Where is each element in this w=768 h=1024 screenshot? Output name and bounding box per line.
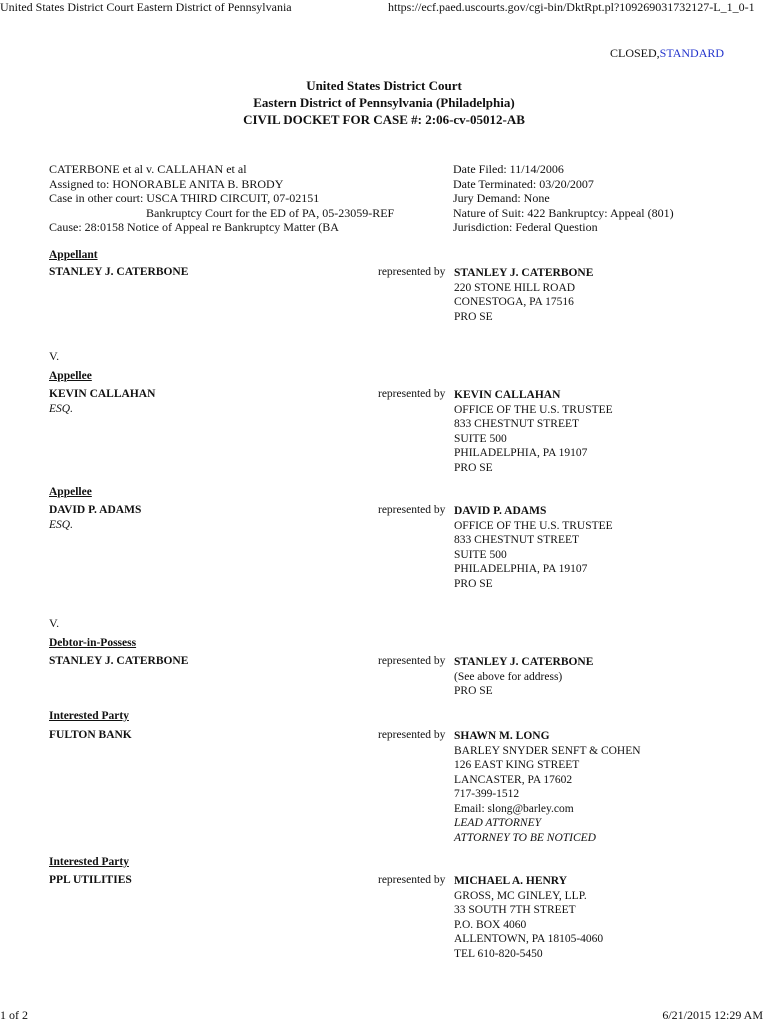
attorney-name: STANLEY J. CATERBONE	[454, 267, 594, 279]
attorney-address-line: 833 CHESTNUT STREET	[454, 534, 580, 546]
flag-closed: CLOSED,	[610, 46, 660, 60]
attorney-address-line: ALLENTOWN, PA 18105-4060	[454, 933, 604, 945]
cause: Cause: 28:0158 Notice of Appeal re Bankruptcy Matter (BA	[49, 220, 339, 234]
attorney-note: ATTORNEY TO BE NOTICED	[454, 831, 596, 844]
attorney-name: SHAWN M. LONG	[454, 730, 550, 742]
attorney-email: Email: slong@barley.com	[454, 802, 574, 815]
party-role: Interested Party	[49, 710, 129, 722]
party-suffix: ESQ.	[49, 403, 73, 415]
party-name: DAVID P. ADAMS	[49, 504, 142, 516]
print-header-url: https://ecf.paed.uscourts.gov/cgi-bin/DktRpt.pl?109269031732127-L_1_0-1	[388, 0, 755, 14]
represented-by-label: represented by	[378, 655, 446, 667]
court-name: United States District Court	[306, 78, 462, 93]
flag-standard-link[interactable]: STANDARD	[659, 46, 725, 60]
versus-separator: V.	[49, 616, 60, 630]
date-terminated: Date Terminated: 03/20/2007	[453, 176, 594, 191]
bankruptcy-court: Bankruptcy Court for the ED of PA, 05-23059-REF	[146, 205, 395, 220]
attorney-address-line: 833 CHESTNUT STREET	[454, 418, 580, 430]
attorney-phone: 717-399-1512	[454, 788, 520, 800]
versus-separator: V.	[49, 349, 60, 363]
attorney-note: LEAD ATTORNEY	[454, 817, 542, 829]
case-info-right	[453, 162, 674, 235]
case-caption: CATERBONE et al v. CALLAHAN et al	[49, 162, 247, 176]
case-info-left	[49, 162, 394, 235]
attorney-address-line: (See above for address)	[454, 670, 563, 683]
attorney-address-line: 33 SOUTH 7TH STREET	[454, 904, 576, 916]
party-role: Appellant	[49, 249, 98, 261]
attorney-address-line: PHILADELPHIA, PA 19107	[454, 447, 588, 459]
case-flags	[610, 46, 724, 61]
attorney-name: STANLEY J. CATERBONE	[454, 656, 594, 668]
party-name: STANLEY J. CATERBONE	[49, 655, 189, 667]
represented-by-label: represented by	[378, 504, 446, 516]
attorney-block	[454, 729, 641, 845]
date-filed: Date Filed: 11/14/2006	[453, 162, 564, 176]
print-footer-page-counter: 1 of 2	[0, 1008, 28, 1022]
attorney-address-line: CONESTOGA, PA 17516	[454, 296, 574, 308]
party-role: Interested Party	[49, 856, 129, 868]
attorney-address-line: OFFICE OF THE U.S. TRUSTEE	[454, 403, 613, 416]
docket-title: CIVIL DOCKET FOR CASE #: 2:06-cv-05012-AB	[243, 112, 525, 127]
attorney-address-line: BARLEY SNYDER SENFT & COHEN	[454, 744, 641, 757]
party-name: STANLEY J. CATERBONE	[49, 266, 189, 278]
party-role: Debtor-in-Possess	[49, 637, 137, 649]
attorney-address-line: SUITE 500	[454, 548, 507, 561]
attorney-block	[454, 504, 613, 591]
represented-by-label: represented by	[378, 388, 446, 400]
attorney-address-line: 126 EAST KING STREET	[454, 759, 580, 771]
attorney-address-line: GROSS, MC GINLEY, LLP.	[454, 889, 587, 902]
attorney-name: KEVIN CALLAHAN	[454, 389, 561, 401]
assigned-judge: Assigned to: HONORABLE ANITA B. BRODY	[49, 176, 284, 191]
party-suffix: ESQ.	[49, 519, 73, 531]
party-name: PPL UTILITIES	[49, 874, 132, 886]
attorney-block	[454, 874, 603, 961]
represented-by-label: represented by	[378, 266, 446, 278]
print-footer-datetime: 6/21/2015 12:29 AM	[662, 1008, 763, 1022]
attorney-phone: TEL 610-820-5450	[454, 947, 543, 960]
attorney-address-line: P.O. BOX 4060	[454, 918, 527, 931]
attorney-name: DAVID P. ADAMS	[454, 505, 547, 517]
attorney-block	[454, 655, 593, 699]
party-role: Appellee	[49, 370, 92, 382]
party-role: Appellee	[49, 486, 92, 498]
attorney-address-line: PRO SE	[454, 310, 493, 323]
attorney-address-line: PRO SE	[454, 577, 493, 590]
party-name: FULTON BANK	[49, 729, 132, 741]
jury-demand: Jury Demand: None	[453, 191, 550, 205]
attorney-address-line: 220 STONE HILL ROAD	[454, 281, 576, 294]
represented-by-label: represented by	[378, 729, 446, 741]
attorney-block	[454, 266, 593, 324]
attorney-address-line: PRO SE	[454, 461, 493, 474]
attorney-address-line: LANCASTER, PA 17602	[454, 773, 573, 786]
nature-of-suit: Nature of Suit: 422 Bankruptcy: Appeal (801)	[453, 205, 674, 220]
jurisdiction: Jurisdiction: Federal Question	[453, 220, 598, 234]
attorney-address-line: PRO SE	[454, 685, 493, 697]
party-name: KEVIN CALLAHAN	[49, 388, 156, 400]
attorney-address-line: PHILADELPHIA, PA 19107	[454, 563, 588, 575]
represented-by-label: represented by	[378, 874, 446, 886]
attorney-address-line: OFFICE OF THE U.S. TRUSTEE	[454, 519, 613, 532]
attorney-address-line: SUITE 500	[454, 432, 507, 445]
print-header-title: United States District Court Eastern District of Pennsylvania	[0, 0, 292, 14]
attorney-block	[454, 388, 613, 475]
other-court: Case in other court: USCA THIRD CIRCUIT, 07-02151	[49, 191, 320, 205]
court-district: Eastern District of Pennsylvania (Philadelphia)	[253, 95, 515, 110]
attorney-name: MICHAEL A. HENRY	[454, 875, 568, 887]
